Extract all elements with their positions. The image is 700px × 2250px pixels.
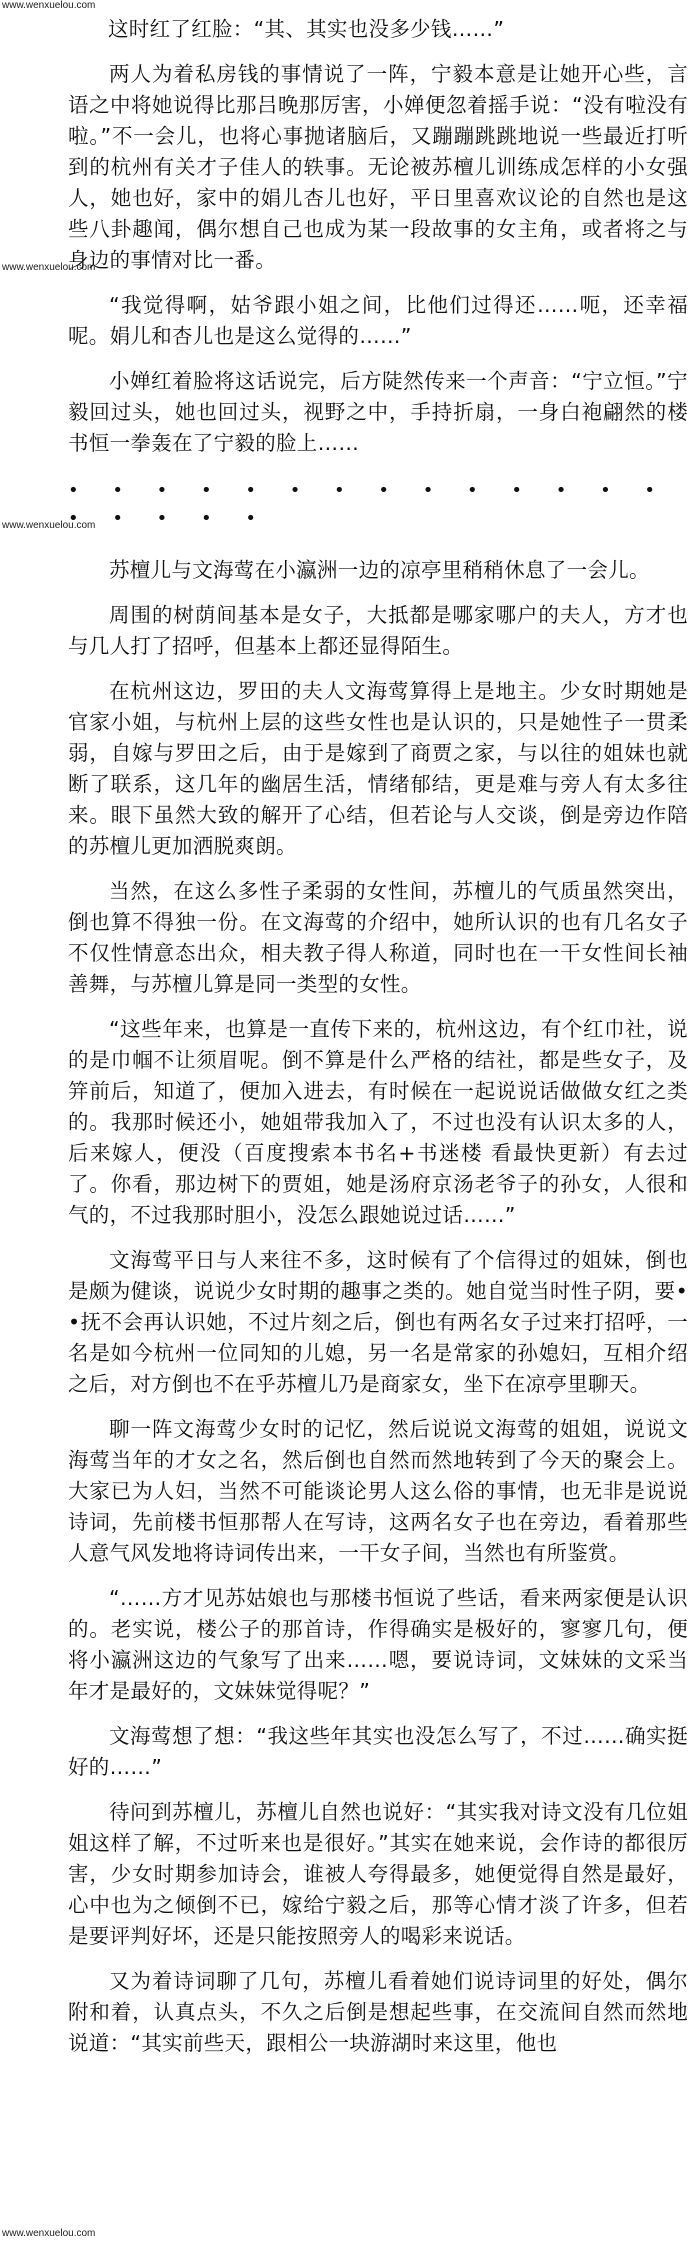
paragraph: 当然，在这么多性子柔弱的女性间，苏檀儿的气质虽然突出，倒也算不得独一份。在文海莺的介绍中，她所认识的也有几名女子不仅性情意态出众，相夫教子得人称道，同时也在一干女性间长袖善舞，与苏檀儿算是同一类型的女性。 (68, 879, 688, 996)
watermark-bottom: www.wenxuelou.com (2, 2228, 96, 2239)
paragraph: 文海莺平日与人来往不多，这时候有了个信得过的姐妹，倒也是颇为健谈，说说少女时期的趣事之类的。她自觉当时性子阴，要••抚不会再认识她，不过片刻之后，倒也有两名女子过来打招呼，一名是如今杭州一位同知的儿媳，另一名是常家的孙媳妇，互相介绍之后，对方倒也不在乎苏檀儿乃是商家女，坐下在凉亭里聊天。 (68, 1248, 688, 1396)
paragraph: “这些年来，也算是一直传下来的，杭州这边，有个红巾社，说的是巾帼不让须眉呢。倒不算是什么严格的结社，都是些女子，及笄前后，知道了，便加入进去，有时候在一起说说话做做女红之类的。我那时候还小，她姐带我加入了，不过也没有认识太多的人，后来嫁人，便没（百度搜索本书名+书迷楼 看最快更新）有去过了。你看，那边树下的贾姐，她是汤府京汤老爷子的孙女，人很和气的，不过我那时胆小，没怎么跟她说过话……” (68, 1017, 688, 1227)
paragraph: 待问到苏檀儿，苏檀儿自然也说好：“其实我对诗文没有几位姐姐这样了解，不过听来也是很好。”其实在她来说，会作诗的都很厉害，少女时期参加诗会，谁被人夸得最多，她便觉得自然是最好，心中也为之倾倒不已，嫁给宁毅之后，那等心情才淡了许多，但若是要评判好坏，还是只能按照旁人的喝彩来说话。 (68, 1800, 688, 1948)
paragraph: 两人为着私房钱的事情说了一阵，宁毅本意是让她开心些，言语之中将她说得比那吕晚那厉害，小婵便忽着摇手说：“没有啦没有啦。”不一会儿，也将心事抛诸脑后，又蹦蹦跳跳地说一些最近打听到的杭州有关才子佳人的轶事。无论被苏檀儿训练成怎样的小女强人，她也好，家中的娟儿杏儿也好，平日里喜欢议论的自然也是这些八卦趣闻，偶尔想自己也成为某一段故事的女主角，或者将之与身边的事情对比一番。 (68, 62, 688, 272)
document-body (68, 14, 688, 2073)
paragraph: 苏檀儿与文海莺在小瀛洲一边的凉亭里稍稍休息了一会儿。 (109, 558, 650, 582)
paragraph: “我觉得啊，姑爷跟小姐之间，比他们过得还……呃，还幸福呢。娟儿和杏儿也是这么觉得的……” (68, 293, 688, 348)
paragraph: 聊一阵文海莺少女时的记忆，然后说说文海莺的姐姐，说说文海莺当年的才女之名，然后倒也自然而然地转到了今天的聚会上。大家已为人妇，当然不可能谈论男人这么俗的事情，也无非是说说诗词，先前楼书恒那帮人在写诗，这两名女子也在旁边，看着那些人意气风发地将诗词传出来，一干女子间，当然也有所鉴赏。 (68, 1417, 688, 1565)
watermark-top: www.wenxuelou.com (2, 0, 96, 11)
paragraph: 在杭州这边，罗田的夫人文海莺算得上是地主。少女时期她是官家小姐，与杭州上层的这些女性也是认识的，只是她性子一贯柔弱，自嫁与罗田之后，由于是嫁到了商贾之家，与以往的姐妹也就断了联系，这几年的幽居生活，情绪郁结，更是难与旁人有太多往来。眼下虽然大致的解开了心结，但若论与人交谈，倒是旁边作陪的苏檀儿更加洒脱爽朗。 (68, 679, 688, 858)
paragraph: 周围的树荫间基本是女子，大抵都是哪家哪户的夫人，方才也与几人打了招呼，但基本上都还显得陌生。 (68, 603, 688, 658)
section-separator: • • • • • • • • • • • • • • • • • • • (68, 480, 670, 529)
paragraph: 文海莺想了想：“我这些年其实也没怎么写了，不过……确实挺好的……” (68, 1724, 688, 1779)
paragraph: 又为着诗词聊了几句，苏檀儿看着她们说诗词里的好处，偶尔附和着，认真点头，不久之后倒是想起些事，在交流间自然而然地说道：“其实前些天，跟相公一块游湖时来这里，他也 (68, 1969, 688, 2055)
watermark: www.wenxuelou.com (2, 520, 96, 531)
paragraph: 小婵红着脸将这话说完，后方陡然传来一个声音：“宁立恒。”宁毅回过头，她也回过头，视野之中，手持折扇，一身白袍翩然的楼书恒一拳轰在了宁毅的脸上…… (68, 369, 688, 455)
watermark: www.wenxuelou.com (2, 262, 96, 273)
paragraph: “……方才见苏姑娘也与那楼书恒说了些话，看来两家便是认识的。老实说，楼公子的那首诗，作得确实是极好的，寥寥几句，便将小瀛洲这边的气象写了出来……嗯，要说诗词，文妹妹的文采当年才是最好的，文妹妹觉得呢？” (68, 1586, 688, 1703)
paragraph: 这时红了红脸：“其、其实也没多少钱……” (108, 17, 505, 41)
